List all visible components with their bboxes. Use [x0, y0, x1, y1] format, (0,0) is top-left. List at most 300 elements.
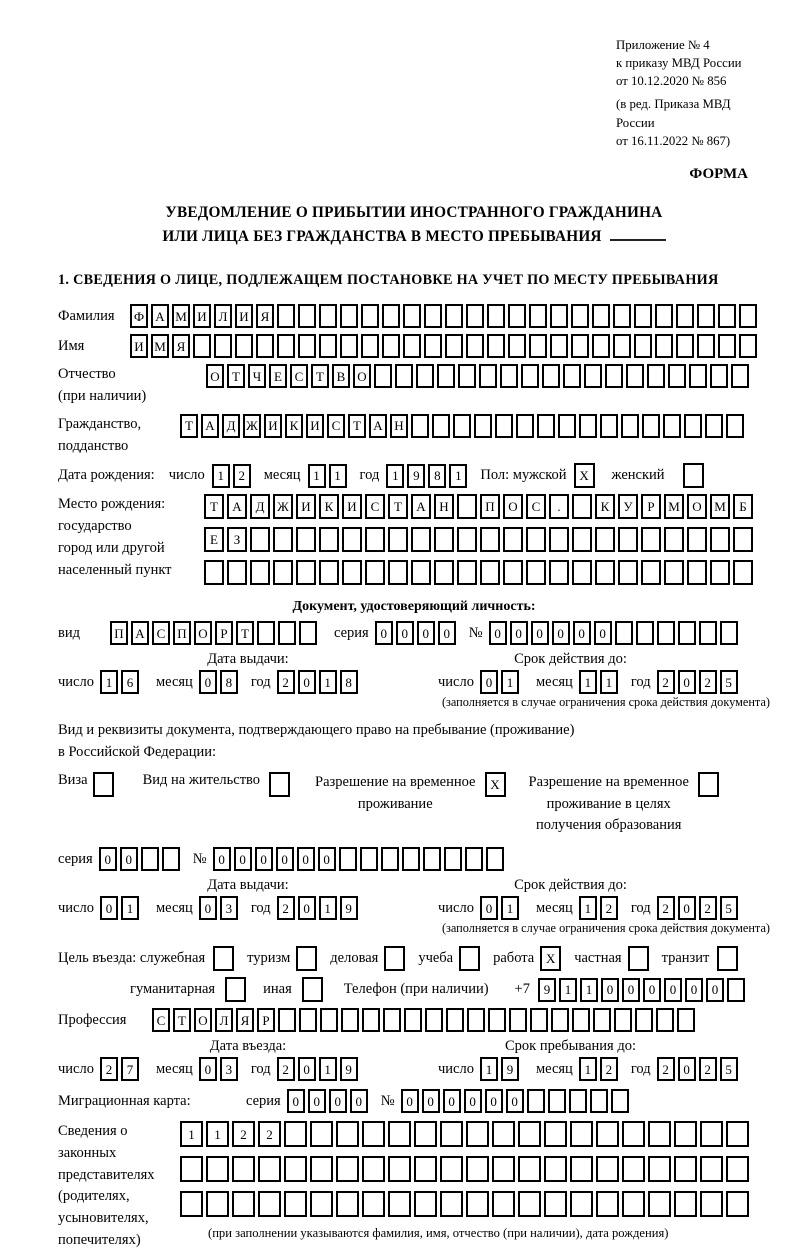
form-cell[interactable] — [458, 364, 476, 388]
form-cell[interactable] — [697, 334, 715, 358]
form-cell[interactable] — [466, 1121, 489, 1147]
form-cell[interactable] — [273, 527, 293, 552]
form-cell[interactable]: 0 — [199, 670, 217, 694]
form-cell[interactable]: 0 — [255, 847, 273, 871]
form-cell[interactable] — [298, 334, 316, 358]
form-cell[interactable]: Т — [227, 364, 245, 388]
form-cell[interactable] — [336, 1191, 359, 1217]
form-cell[interactable] — [544, 1191, 567, 1217]
form-cell[interactable] — [362, 1156, 385, 1182]
form-cell[interactable] — [310, 1121, 333, 1147]
form-cell[interactable] — [613, 304, 631, 328]
form-cell[interactable]: Л — [215, 1008, 233, 1032]
form-cell[interactable] — [284, 1191, 307, 1217]
form-cell[interactable]: 8 — [220, 670, 238, 694]
form-cell[interactable] — [542, 364, 560, 388]
form-cell[interactable] — [636, 621, 654, 645]
form-cell[interactable] — [403, 334, 421, 358]
form-cell[interactable] — [571, 334, 589, 358]
form-cell[interactable]: 0 — [99, 847, 117, 871]
form-cell[interactable]: 0 — [443, 1089, 461, 1113]
form-cell[interactable] — [383, 1008, 401, 1032]
form-cell[interactable] — [411, 560, 431, 585]
form-cell[interactable] — [596, 1191, 619, 1217]
form-cell[interactable] — [204, 560, 224, 585]
form-cell[interactable] — [570, 1121, 593, 1147]
form-cell[interactable] — [457, 494, 477, 519]
form-cell[interactable] — [486, 847, 504, 871]
form-cell[interactable]: 9 — [340, 896, 358, 920]
form-cell[interactable] — [663, 414, 681, 438]
form-cell[interactable]: 8 — [428, 464, 446, 488]
form-cell[interactable]: 0 — [298, 1057, 316, 1081]
form-cell[interactable] — [687, 527, 707, 552]
form-cell[interactable] — [424, 304, 442, 328]
form-cell[interactable] — [503, 560, 523, 585]
form-cell[interactable] — [340, 304, 358, 328]
form-cell[interactable] — [549, 560, 569, 585]
form-cell[interactable]: 8 — [340, 670, 358, 694]
form-cell[interactable]: 0 — [329, 1089, 347, 1113]
form-cell[interactable] — [516, 414, 534, 438]
form-cell[interactable]: М — [172, 304, 190, 328]
form-cell[interactable]: 1 — [319, 896, 337, 920]
form-cell[interactable] — [465, 847, 483, 871]
form-cell[interactable] — [647, 364, 665, 388]
form-cell[interactable]: 0 — [287, 1089, 305, 1113]
form-cell[interactable] — [225, 977, 246, 1002]
form-cell[interactable] — [342, 527, 362, 552]
form-cell[interactable] — [437, 364, 455, 388]
form-cell[interactable]: Т — [388, 494, 408, 519]
form-cell[interactable] — [440, 1191, 463, 1217]
form-cell[interactable] — [570, 1191, 593, 1217]
form-cell[interactable] — [299, 621, 317, 645]
form-cell[interactable]: 0 — [100, 896, 118, 920]
form-cell[interactable] — [298, 304, 316, 328]
form-cell[interactable]: А — [151, 304, 169, 328]
form-cell[interactable] — [676, 304, 694, 328]
form-cell[interactable] — [521, 364, 539, 388]
form-cell[interactable] — [529, 334, 547, 358]
form-cell[interactable] — [674, 1121, 697, 1147]
form-cell[interactable]: 6 — [121, 670, 139, 694]
form-cell[interactable] — [622, 1191, 645, 1217]
form-cell[interactable] — [593, 1008, 611, 1032]
form-cell[interactable]: О — [194, 1008, 212, 1032]
form-cell[interactable] — [466, 334, 484, 358]
form-cell[interactable] — [600, 414, 618, 438]
form-cell[interactable] — [278, 621, 296, 645]
form-cell[interactable]: Т — [204, 494, 224, 519]
form-cell[interactable] — [614, 1008, 632, 1032]
form-cell[interactable] — [549, 527, 569, 552]
form-cell[interactable]: О — [353, 364, 371, 388]
form-cell[interactable] — [360, 847, 378, 871]
form-cell[interactable]: 1 — [580, 978, 598, 1002]
form-cell[interactable]: П — [173, 621, 191, 645]
form-cell[interactable] — [508, 304, 526, 328]
form-cell[interactable] — [444, 847, 462, 871]
form-cell[interactable] — [457, 560, 477, 585]
form-cell[interactable] — [739, 304, 757, 328]
form-cell[interactable] — [726, 1156, 749, 1182]
form-cell[interactable] — [273, 560, 293, 585]
form-cell[interactable] — [596, 1156, 619, 1182]
form-cell[interactable] — [445, 334, 463, 358]
form-cell[interactable] — [414, 1191, 437, 1217]
form-cell[interactable] — [668, 364, 686, 388]
form-cell[interactable] — [479, 364, 497, 388]
form-cell[interactable] — [674, 1156, 697, 1182]
form-cell[interactable]: Т — [348, 414, 366, 438]
form-cell[interactable]: И — [264, 414, 282, 438]
form-cell[interactable]: К — [595, 494, 615, 519]
form-cell[interactable] — [697, 304, 715, 328]
form-cell[interactable] — [674, 1191, 697, 1217]
form-cell[interactable] — [726, 414, 744, 438]
form-cell[interactable] — [466, 304, 484, 328]
form-cell[interactable]: С — [365, 494, 385, 519]
form-cell[interactable] — [548, 1089, 566, 1113]
form-cell[interactable] — [339, 847, 357, 871]
form-cell[interactable] — [296, 946, 317, 971]
form-cell[interactable] — [284, 1156, 307, 1182]
form-cell[interactable]: 0 — [396, 621, 414, 645]
form-cell[interactable]: Т — [173, 1008, 191, 1032]
form-cell[interactable] — [626, 364, 644, 388]
form-cell[interactable]: К — [285, 414, 303, 438]
form-cell[interactable] — [605, 364, 623, 388]
form-cell[interactable] — [641, 560, 661, 585]
form-cell[interactable] — [634, 304, 652, 328]
form-cell[interactable]: 0 — [417, 621, 435, 645]
form-cell[interactable]: Р — [215, 621, 233, 645]
form-cell[interactable] — [365, 560, 385, 585]
form-cell[interactable] — [495, 414, 513, 438]
form-cell[interactable] — [258, 1156, 281, 1182]
form-cell[interactable]: Я — [236, 1008, 254, 1032]
form-cell[interactable]: 1 — [480, 1057, 498, 1081]
form-cell[interactable] — [492, 1191, 515, 1217]
form-cell[interactable]: 0 — [531, 621, 549, 645]
form-cell[interactable]: 2 — [699, 896, 717, 920]
form-cell[interactable] — [503, 527, 523, 552]
form-cell[interactable]: 2 — [657, 896, 675, 920]
form-cell[interactable] — [733, 560, 753, 585]
form-cell[interactable]: О — [194, 621, 212, 645]
form-cell[interactable] — [683, 463, 704, 488]
form-cell[interactable] — [648, 1121, 671, 1147]
form-cell[interactable] — [284, 1121, 307, 1147]
form-cell[interactable]: Я — [256, 304, 274, 328]
form-cell[interactable] — [320, 1008, 338, 1032]
form-cell[interactable] — [319, 527, 339, 552]
form-cell[interactable] — [384, 946, 405, 971]
form-cell[interactable]: А — [369, 414, 387, 438]
form-cell[interactable] — [296, 527, 316, 552]
form-cell[interactable]: 1 — [180, 1121, 203, 1147]
form-cell[interactable]: 1 — [319, 1057, 337, 1081]
form-cell[interactable]: 0 — [297, 847, 315, 871]
form-cell[interactable]: И — [342, 494, 362, 519]
form-cell[interactable]: 0 — [199, 896, 217, 920]
form-cell[interactable]: 0 — [464, 1089, 482, 1113]
form-cell[interactable] — [527, 1089, 545, 1113]
form-cell[interactable]: 9 — [407, 464, 425, 488]
form-cell[interactable]: 0 — [234, 847, 252, 871]
form-cell[interactable] — [642, 414, 660, 438]
form-cell[interactable] — [500, 364, 518, 388]
form-cell[interactable]: 0 — [375, 621, 393, 645]
form-cell[interactable]: У — [618, 494, 638, 519]
form-cell[interactable] — [269, 772, 290, 797]
form-cell[interactable] — [699, 621, 717, 645]
form-cell[interactable]: А — [411, 494, 431, 519]
form-cell[interactable] — [424, 334, 442, 358]
form-cell[interactable]: 1 — [386, 464, 404, 488]
form-cell[interactable]: 2 — [600, 1057, 618, 1081]
form-cell[interactable]: X — [485, 772, 506, 797]
form-cell[interactable] — [341, 1008, 359, 1032]
form-cell[interactable] — [739, 334, 757, 358]
form-cell[interactable] — [592, 334, 610, 358]
form-cell[interactable] — [611, 1089, 629, 1113]
form-cell[interactable] — [319, 304, 337, 328]
form-cell[interactable] — [572, 1008, 590, 1032]
form-cell[interactable] — [342, 560, 362, 585]
form-cell[interactable] — [277, 334, 295, 358]
form-cell[interactable] — [336, 1121, 359, 1147]
form-cell[interactable] — [93, 772, 114, 797]
form-cell[interactable]: 0 — [706, 978, 724, 1002]
form-cell[interactable]: 0 — [678, 1057, 696, 1081]
form-cell[interactable] — [440, 1121, 463, 1147]
form-cell[interactable] — [459, 946, 480, 971]
form-cell[interactable] — [423, 847, 441, 871]
form-cell[interactable] — [232, 1191, 255, 1217]
form-cell[interactable] — [518, 1156, 541, 1182]
form-cell[interactable]: 2 — [100, 1057, 118, 1081]
form-cell[interactable] — [232, 1156, 255, 1182]
form-cell[interactable] — [622, 1156, 645, 1182]
form-cell[interactable] — [592, 304, 610, 328]
form-cell[interactable]: 1 — [579, 896, 597, 920]
form-cell[interactable]: 0 — [678, 896, 696, 920]
form-cell[interactable]: 1 — [559, 978, 577, 1002]
form-cell[interactable]: 1 — [501, 896, 519, 920]
form-cell[interactable] — [621, 414, 639, 438]
form-cell[interactable] — [698, 772, 719, 797]
form-cell[interactable]: М — [151, 334, 169, 358]
form-cell[interactable] — [362, 1191, 385, 1217]
form-cell[interactable] — [467, 1008, 485, 1032]
form-cell[interactable]: 0 — [622, 978, 640, 1002]
form-cell[interactable]: Р — [257, 1008, 275, 1032]
form-cell[interactable] — [622, 1121, 645, 1147]
form-cell[interactable] — [596, 1121, 619, 1147]
form-cell[interactable]: 0 — [276, 847, 294, 871]
form-cell[interactable] — [277, 304, 295, 328]
form-cell[interactable]: 1 — [100, 670, 118, 694]
form-cell[interactable] — [710, 527, 730, 552]
form-cell[interactable]: 0 — [485, 1089, 503, 1113]
form-cell[interactable] — [678, 621, 696, 645]
form-cell[interactable] — [687, 560, 707, 585]
form-cell[interactable]: 0 — [318, 847, 336, 871]
form-cell[interactable] — [425, 1008, 443, 1032]
form-cell[interactable]: Ж — [243, 414, 261, 438]
form-cell[interactable] — [558, 414, 576, 438]
form-cell[interactable]: С — [526, 494, 546, 519]
form-cell[interactable]: С — [290, 364, 308, 388]
form-cell[interactable] — [213, 946, 234, 971]
form-cell[interactable] — [550, 304, 568, 328]
form-cell[interactable]: К — [319, 494, 339, 519]
form-cell[interactable]: 0 — [480, 896, 498, 920]
form-cell[interactable] — [388, 560, 408, 585]
form-cell[interactable] — [257, 621, 275, 645]
form-cell[interactable] — [411, 527, 431, 552]
form-cell[interactable]: 0 — [199, 1057, 217, 1081]
form-cell[interactable]: 0 — [601, 978, 619, 1002]
form-cell[interactable] — [689, 364, 707, 388]
form-cell[interactable] — [700, 1156, 723, 1182]
form-cell[interactable] — [569, 1089, 587, 1113]
form-cell[interactable] — [414, 1156, 437, 1182]
form-cell[interactable]: Ч — [248, 364, 266, 388]
form-cell[interactable] — [487, 304, 505, 328]
form-cell[interactable]: 9 — [340, 1057, 358, 1081]
form-cell[interactable]: 2 — [600, 896, 618, 920]
form-cell[interactable] — [434, 560, 454, 585]
form-cell[interactable]: 2 — [657, 670, 675, 694]
form-cell[interactable]: 0 — [678, 670, 696, 694]
form-cell[interactable]: Ф — [130, 304, 148, 328]
title-blank-line[interactable] — [610, 226, 666, 241]
form-cell[interactable]: 3 — [220, 1057, 238, 1081]
form-cell[interactable]: С — [327, 414, 345, 438]
form-cell[interactable]: 7 — [121, 1057, 139, 1081]
form-cell[interactable]: Н — [390, 414, 408, 438]
form-cell[interactable]: Н — [434, 494, 454, 519]
form-cell[interactable] — [361, 304, 379, 328]
form-cell[interactable] — [487, 334, 505, 358]
form-cell[interactable]: 1 — [319, 670, 337, 694]
form-cell[interactable]: А — [227, 494, 247, 519]
form-cell[interactable] — [537, 414, 555, 438]
form-cell[interactable]: 0 — [298, 670, 316, 694]
form-cell[interactable]: 1 — [600, 670, 618, 694]
form-cell[interactable] — [310, 1191, 333, 1217]
form-cell[interactable]: 0 — [350, 1089, 368, 1113]
form-cell[interactable] — [362, 1121, 385, 1147]
form-cell[interactable] — [684, 414, 702, 438]
form-cell[interactable]: О — [503, 494, 523, 519]
form-cell[interactable] — [256, 334, 274, 358]
form-cell[interactable] — [492, 1121, 515, 1147]
form-cell[interactable]: 0 — [594, 621, 612, 645]
form-cell[interactable]: 5 — [720, 896, 738, 920]
form-cell[interactable]: 2 — [277, 1057, 295, 1081]
form-cell[interactable]: 0 — [213, 847, 231, 871]
form-cell[interactable]: Д — [250, 494, 270, 519]
form-cell[interactable] — [492, 1156, 515, 1182]
form-cell[interactable]: О — [206, 364, 224, 388]
form-cell[interactable]: 2 — [277, 670, 295, 694]
form-cell[interactable] — [635, 1008, 653, 1032]
form-cell[interactable] — [453, 414, 471, 438]
form-cell[interactable]: Т — [311, 364, 329, 388]
form-cell[interactable] — [214, 334, 232, 358]
form-cell[interactable] — [710, 560, 730, 585]
form-cell[interactable]: 0 — [664, 978, 682, 1002]
form-cell[interactable]: 1 — [212, 464, 230, 488]
form-cell[interactable]: И — [296, 494, 316, 519]
form-cell[interactable] — [403, 304, 421, 328]
form-cell[interactable]: О — [687, 494, 707, 519]
form-cell[interactable]: 0 — [643, 978, 661, 1002]
form-cell[interactable] — [615, 621, 633, 645]
form-cell[interactable]: М — [710, 494, 730, 519]
form-cell[interactable]: 3 — [220, 896, 238, 920]
form-cell[interactable] — [595, 560, 615, 585]
form-cell[interactable] — [529, 304, 547, 328]
form-cell[interactable]: 2 — [232, 1121, 255, 1147]
form-cell[interactable]: 0 — [480, 670, 498, 694]
form-cell[interactable] — [336, 1156, 359, 1182]
form-cell[interactable] — [676, 334, 694, 358]
form-cell[interactable] — [434, 527, 454, 552]
form-cell[interactable] — [726, 1191, 749, 1217]
form-cell[interactable] — [414, 1121, 437, 1147]
form-cell[interactable]: Т — [236, 621, 254, 645]
form-cell[interactable]: 0 — [438, 621, 456, 645]
form-cell[interactable] — [446, 1008, 464, 1032]
form-cell[interactable]: 0 — [552, 621, 570, 645]
form-cell[interactable]: С — [152, 1008, 170, 1032]
form-cell[interactable] — [302, 977, 323, 1002]
form-cell[interactable] — [278, 1008, 296, 1032]
form-cell[interactable]: 0 — [401, 1089, 419, 1113]
form-cell[interactable] — [544, 1121, 567, 1147]
form-cell[interactable] — [720, 621, 738, 645]
form-cell[interactable] — [518, 1121, 541, 1147]
form-cell[interactable] — [361, 334, 379, 358]
form-cell[interactable]: 9 — [501, 1057, 519, 1081]
form-cell[interactable] — [445, 304, 463, 328]
form-cell[interactable]: 2 — [699, 670, 717, 694]
form-cell[interactable] — [402, 847, 420, 871]
form-cell[interactable] — [388, 1156, 411, 1182]
form-cell[interactable] — [235, 334, 253, 358]
form-cell[interactable] — [613, 334, 631, 358]
form-cell[interactable] — [664, 560, 684, 585]
form-cell[interactable] — [700, 1191, 723, 1217]
form-cell[interactable]: З — [227, 527, 247, 552]
form-cell[interactable] — [299, 1008, 317, 1032]
form-cell[interactable] — [655, 304, 673, 328]
form-cell[interactable] — [440, 1156, 463, 1182]
form-cell[interactable] — [656, 1008, 674, 1032]
form-cell[interactable] — [727, 978, 745, 1002]
form-cell[interactable]: 1 — [579, 670, 597, 694]
form-cell[interactable] — [457, 527, 477, 552]
form-cell[interactable]: 2 — [233, 464, 251, 488]
form-cell[interactable] — [648, 1156, 671, 1182]
form-cell[interactable] — [466, 1156, 489, 1182]
form-cell[interactable]: 1 — [501, 670, 519, 694]
